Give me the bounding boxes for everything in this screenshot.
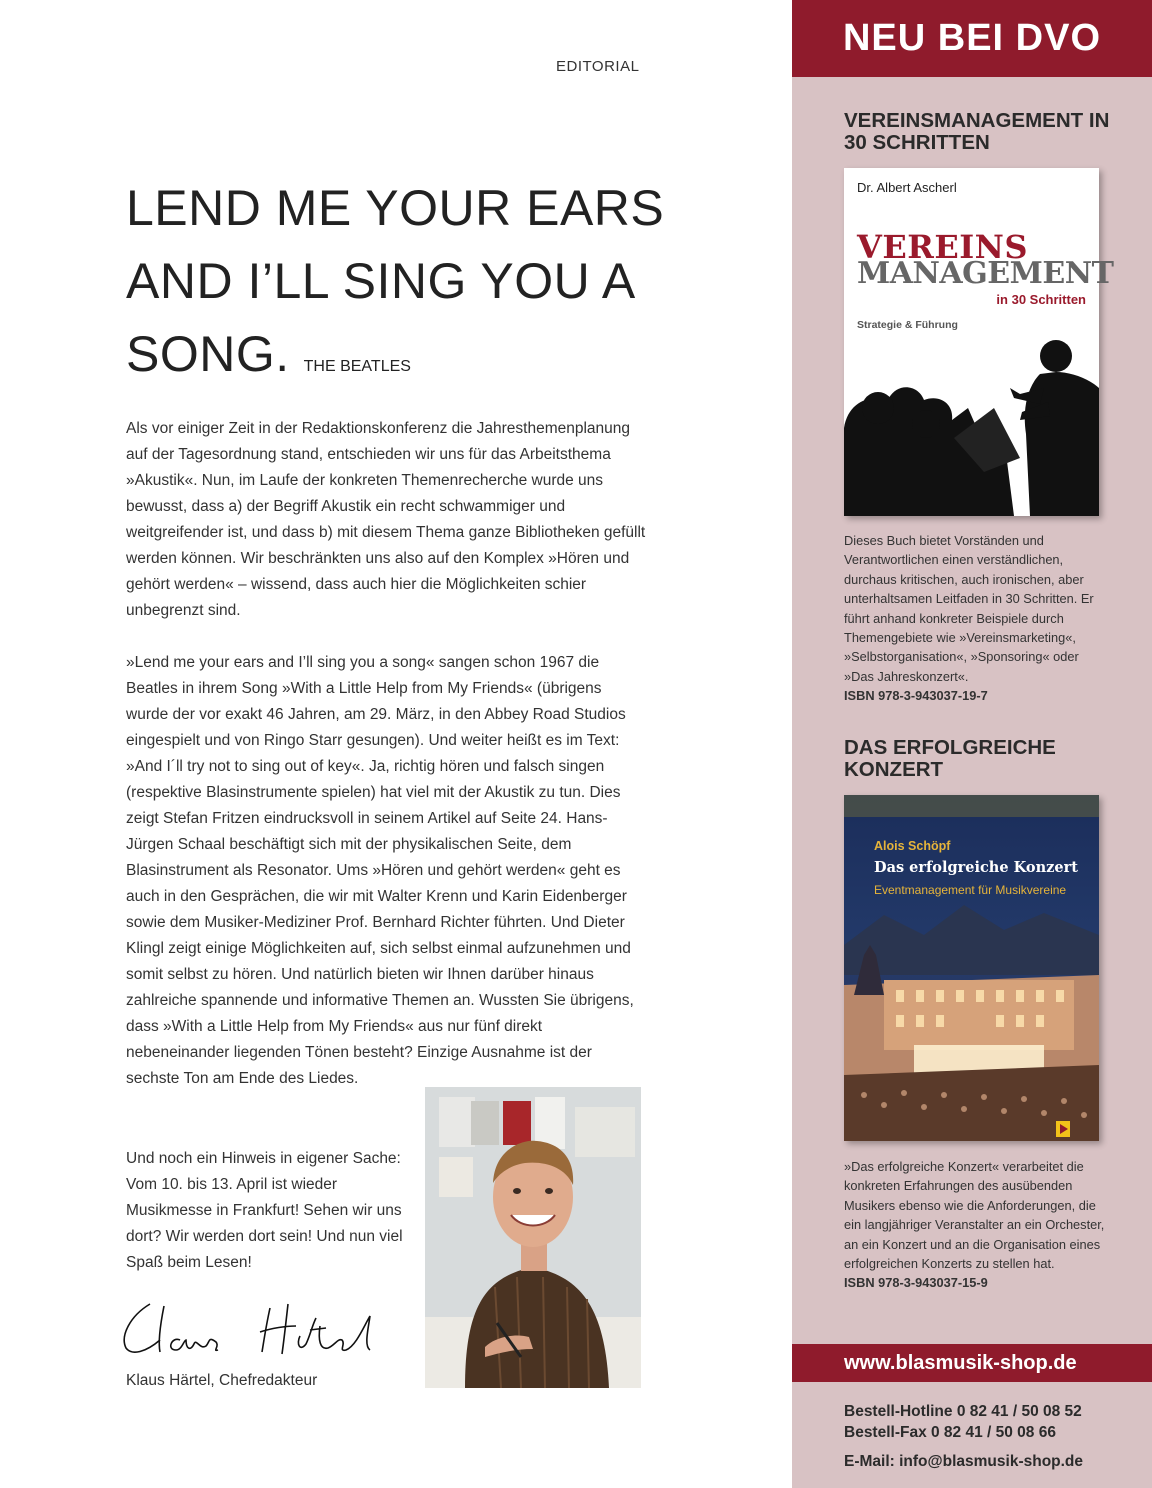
handwritten-signature <box>120 1296 390 1370</box>
order-fax: Bestell-Fax 0 82 41 / 50 08 66 <box>844 1424 1056 1441</box>
book2-cover-title: Das erfolgreiche Konzert <box>874 859 1078 876</box>
book2-heading: DAS ERFOLGREICHE KONZERT <box>844 736 1056 781</box>
sidebar <box>792 0 1152 1488</box>
book1-cover[interactable] <box>844 168 1114 516</box>
book2-description-text: »Das erfolgreiche Konzert« verarbeitet die konkreten Erfahrungen des ausübenden Musikers ebenso wie die Anforderungen, die ein langjähriger Veranstalter an ein Orchester, an ein Konzert und an die Organisation eines erfolgreichen Konzerts zu stellen hat. <box>844 1159 1105 1272</box>
book2-cover[interactable] <box>844 795 1099 1141</box>
shop-url-link[interactable]: www.blasmusik-shop.de <box>792 1344 1152 1382</box>
book1-heading: VEREINSMANAGEMENT IN 30 SCHRITTEN <box>844 109 1110 154</box>
book1-cover-title-line2: MANAGEMENT <box>857 256 1114 291</box>
headline-text: LEND ME YOUR EARS AND I’LL SING YOU A SONG. <box>126 180 665 382</box>
editorial-paragraph-1: Als vor einiger Zeit in der Redaktionskonferenz die Jahresthemenplanung auf der Tagesordnung stand, entschieden wir uns für das Arbeitsthema »Akustik«. Nun, im Laufe der konkreten Themenrecherche wurde uns bewusst, dass a) der Begriff Akustik ein recht schwammiger und weitgreifender ist, und dass b) mit diesem Thema ganze Bibliotheken gefüllt werden können. Wir beschränkten uns also auf den Komplex »Hören und gehört werden« – wissend, dass auch hier die Möglichkeiten schier unbegrenzt sind. <box>126 420 646 619</box>
book1-cover-tagline: Strategie & Führung <box>857 319 958 331</box>
editorial-paragraph-3: Und noch ein Hinweis in eigener Sache: Vom 10. bis 13. April ist wieder Musikmesse in Frankfurt! Sehen wir uns dort? Wir werden dort sein! Und nun viel Spaß beim Lesen! <box>126 1150 403 1271</box>
book1-cover-author: Dr. Albert Ascherl <box>857 180 957 195</box>
book1-description <box>844 531 1109 706</box>
order-email-link[interactable]: E-Mail: info@blasmusik-shop.de <box>844 1453 1084 1470</box>
order-hotline: Bestell-Hotline 0 82 41 / 50 08 52 <box>844 1403 1082 1420</box>
book2-description <box>844 1157 1109 1293</box>
book1-cover-title-line1: VEREINS <box>857 228 1029 266</box>
book1-cover-subtitle: in 30 Schritten <box>996 292 1086 307</box>
headline <box>126 172 686 403</box>
orchestra-silhouette-image <box>844 338 1099 516</box>
signature-caption: Klaus Härtel, Chefredakteur <box>126 1372 318 1389</box>
sidebar-banner: NEU BEI DVO <box>792 0 1152 77</box>
author-portrait <box>425 1087 641 1388</box>
editorial-paragraph-2: »Lend me your ears and I’ll sing you a song« sangen schon 1967 die Beatles in ihrem Song »With a Little Help from My Friends« (übrigens wurde der vor exakt 46 Jahren, am 29. März, in den Abbey Road Studios eingespielt und von Ringo Starr gesungen). Und weiter heißt es im Text: »And I´ll try not to sing out of key«. Ja, richtig hören und falsch singen (respektive Blasinstrumente spielen) hat viel mit der Akustik zu tun. Dies zeigt Stefan Fritzen eindrucksvoll in seinem Artikel auf Seite 24. Hans-Jürgen Schaal beschäftigt sich mit der physikalischen Seite, dem Blasinstrument als Resonator. Ums »Hören und gehört werden« geht es auch in den Gesprächen, die wir mit Walter Krenn und Karin Eidenberger sowie dem Musiker-Mediziner Prof. Bernhard Richter führten. Und Dieter Klingl zeigt einige Möglichkeiten auf, sich selbst einmal aufzunehmen und somit selbst zu hören. Und natürlich bieten wir Ihnen darüber hinaus zahlreiche spannende und informative Themen an. Wussten Sie übrigens, dass »With a Little Help from My Friends« aus nur fünf direkt nebeneinander liegenden Tönen besteht? Einzige Ausnahme ist der sechste Ton am Ende des Liedes. <box>126 654 634 1087</box>
headline-attribution: THE BEATLES <box>303 358 411 375</box>
book2-cover-author: Alois Schöpf <box>874 839 951 853</box>
book2-cover-subtitle: Eventmanagement für Musikvereine <box>874 883 1067 897</box>
book2-isbn: ISBN 978-3-943037-15-9 <box>844 1275 988 1291</box>
book1-isbn: ISBN 978-3-943037-19-7 <box>844 688 988 704</box>
book1-description-text: Dieses Buch bietet Vorständen und Verantwortlichen einen verständlichen, durchaus kritischen, auch ironischen, aber unterhaltsamen Leitfaden in 30 Schritten. Er führt anhand konkreter Beispiele durch Themengebiete wie »Vereinsmarketing«, »Selbstorganisation«, »Sponsoring« oder »Das Jahreskonzert«. <box>844 533 1094 684</box>
section-label: EDITORIAL <box>556 58 640 75</box>
